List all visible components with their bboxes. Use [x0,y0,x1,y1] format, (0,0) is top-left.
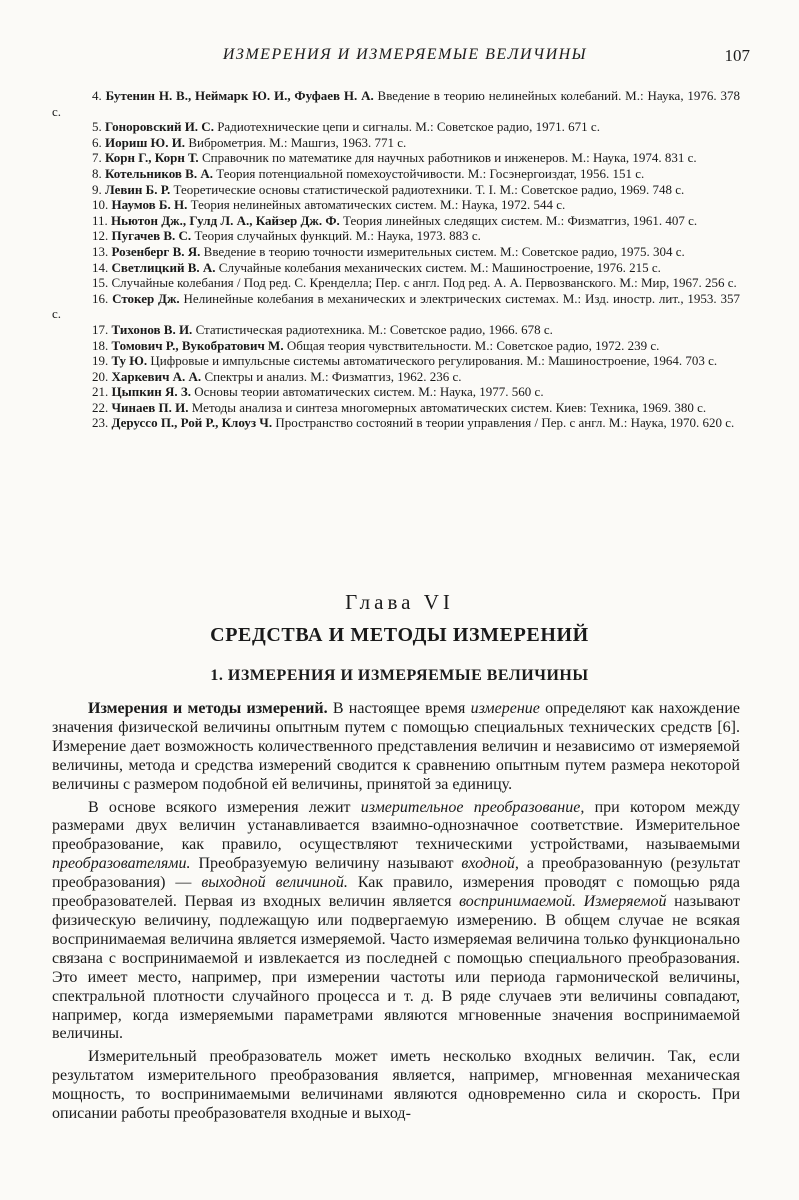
reference-number: 12. [92,228,109,244]
reference-author: Чинаев П. И. [111,399,189,415]
reference-text: Теория случайных функций. М.: Наука, 1973. 883 с. [194,228,481,244]
reference-text: Введение в теорию точности измерительных систем. М.: Советское радио, 1975. 304 с. [203,243,685,259]
paragraph-1 [52,700,740,795]
reference-number: 9. [92,181,102,197]
reference-item [52,400,740,416]
reference-number: 15. [92,275,109,291]
text-run: Измерительный преобразователь может иметь несколько входных величин. Так, если результатом измерительного преобразования является, например, мгновенная механическая мощность, то воспринимаемыми величинами являются одновременно сила и скорость. При описании работы преобразователя входные и выход- [52,1048,740,1123]
reference-text: Радиотехнические цепи и сигналы. М.: Советское радио, 1971. 671 с. [217,119,600,135]
reference-number: 22. [92,399,109,415]
reference-item [52,275,740,291]
text-run: В основе всякого измерения лежит [88,798,361,816]
reference-number: 13. [92,243,109,259]
reference-number: 23. [92,415,109,431]
reference-item [52,119,740,135]
reference-author: Левин Б. Р. [105,181,171,197]
chapter-title: СРЕДСТВА И МЕТОДЫ ИЗМЕРЕНИЙ [210,624,589,646]
reference-item [52,338,740,354]
reference-number: 6. [92,134,102,150]
text-run: определяют как нахождение значения физической величины опытным путем с помощью специальных технических средств [6]. Измерение дает возможность количественного представления величин и независимо от измеряемой величины, метода и средства измерений сводится к сравнению опытным путем размера некоторой величины с размером подобной ей величины, принятой за единицу. [52,700,741,793]
reference-text: Основы теории автоматических систем. М.: Наука, 1977. 560 с. [194,384,544,400]
reference-text: Виброметрия. М.: Машгиз, 1963. 771 с. [188,134,407,150]
chapter-label: Глава VI [345,590,454,614]
reference-text: Теория линейных следящих систем. М.: Физматгиз, 1961. 407 с. [343,212,698,228]
reference-text: Теоретические основы статистической радиотехники. Т. I. М.: Советское радио, 1969. 748 с. [173,181,685,197]
text-run: Преобразуемую величину называют [190,855,462,873]
emphasis: преобразователями. [52,855,191,873]
reference-text: Спектры и анализ. М.: Физматгиз, 1962. 236 с. [204,368,462,384]
reference-item [52,150,740,166]
reference-item [52,166,740,182]
reference-item [52,213,740,229]
emphasis: выходной величиной. [201,874,348,892]
reference-author: Розенберг В. Я. [111,243,201,259]
reference-text: Теория потенциальной помехоустойчивости. М.: Госэнергоиздат, 1956. 151 с. [216,165,645,181]
reference-number: 21. [92,384,109,400]
reference-author: Гоноровский И. С. [105,119,214,135]
reference-author: Тихонов В. И. [111,321,193,337]
reference-number: 5. [92,119,102,135]
reference-author: Томович Р., Вукобратович М. [111,337,284,353]
reference-text: Методы анализа и синтеза многомерных автоматических систем. Киев: Техника, 1969. 380 с. [191,399,707,415]
reference-author: Бутенин Н. В., Неймарк Ю. И., Фуфаев Н. А. [105,88,374,103]
text-run: В настоящее время [327,700,471,717]
paragraph-2 [52,799,740,1045]
emphasis: входной, [461,855,519,873]
reference-number: 4. [92,88,102,103]
text-run: Как правило, измерения проводят с помощью ряда преобразователей. Первая из входных величин является [52,874,740,911]
text-run: называют физическую величину, подлежащую или подвергаемую измерению. В общем случае не всякая воспринимаемая величина является измеряемой. Часто измеряемая величина только функционально связана с воспринимаемой и извлекается из последней с помощью специального преобразования. Это имеет место, например, при измерении частоты или периода гармонической величины, спектральной плотности случайного процесса и т. д. В ряде случаев эти величины совпадают, например, когда измеряемыми параметрами являются мгновенные значения воспринимаемой величины. [52,893,740,1043]
reference-text: Теория нелинейных автоматических систем. М.: Наука, 1972. 544 с. [190,197,566,213]
reference-author: Ту Ю. [111,353,148,369]
page-number: 107 [724,46,750,65]
reference-item [52,135,740,151]
reference-author: Стокер Дж. [112,290,180,306]
reference-number: 18. [92,337,109,353]
emphasis: воспринимаемой. Измеряемой [459,893,667,911]
reference-author: Харкевич А. А. [111,368,202,384]
reference-author: Пугачев В. С. [111,228,192,244]
reference-item [52,197,740,213]
reference-text: Цифровые и импульсные системы автоматического регулирования. М.: Машиностроение, 1964. 703 с. [150,353,718,369]
reference-author: Иориш Ю. И. [105,134,186,150]
reference-number: 7. [92,150,102,166]
reference-number: 17. [92,321,109,337]
reference-number: 14. [92,259,109,275]
reference-text: Случайные колебания механических систем. М.: Машиностроение, 1976. 215 с. [218,259,661,275]
reference-text: Справочник по математике для научных работников и инженеров. М.: Наука, 1974. 831 с. [201,150,697,166]
runin-heading: Измерения и методы измерений. [88,700,328,717]
reference-item [52,369,740,385]
text-run: при котором между размерами двух величин устанавливается взаимно-однозначное соответствие. Измерительное преобразование, как правило, осуществляют техническими устройствами, называемыми [52,798,740,854]
reference-item [52,415,740,431]
paragraph-3 [52,1048,740,1124]
running-title: ИЗМЕРЕНИЯ И ИЗМЕРЯЕМЫЕ ВЕЛИЧИНЫ [222,46,588,63]
reference-item [52,244,740,260]
text-run: а преобразованную (результат преобразования) — [52,855,741,892]
reference-text: Нелинейные колебания в механических и электрических системах. М.: Изд. иностр. лит., 1953. 357 с. [52,290,741,322]
reference-author: Наумов Б. Н. [111,197,188,213]
reference-author: Светлицкий В. А. [111,259,216,275]
reference-item [52,182,740,198]
reference-number: 20. [92,368,109,384]
reference-list [52,88,740,431]
reference-text: Случайные колебания / Под ред. С. Кренделла; Пер. с англ. Под ред. А. А. Первозванского. М.: Мир, 1967. 256 с. [111,275,737,291]
emphasis: измерительное преобразование, [360,798,585,816]
reference-author: Цыпкин Я. З. [111,384,191,400]
emphasis: измерение [470,700,540,717]
reference-author: Деруссо П., Рой Р., Клоуз Ч. [111,415,273,431]
reference-number: 10. [92,197,109,213]
reference-item [52,322,740,338]
reference-item [52,88,740,119]
reference-item [52,353,740,369]
reference-item [52,291,740,322]
body-text [52,700,740,1128]
reference-number: 11. [92,212,108,228]
section-title: 1. ИЗМЕРЕНИЯ И ИЗМЕРЯЕМЫЕ ВЕЛИЧИНЫ [210,667,589,684]
reference-author: Корн Г., Корн Т. [105,150,199,166]
reference-number: 19. [92,353,109,369]
reference-item [52,260,740,276]
reference-text: Пространство состояний в теории управления / Пер. с англ. М.: Наука, 1970. 620 с. [275,415,735,431]
reference-text: Статистическая радиотехника. М.: Советское радио, 1966. 678 с. [195,321,553,337]
reference-text: Общая теория чувствительности. М.: Советское радио, 1972. 239 с. [286,337,660,353]
reference-number: 8. [92,165,102,181]
reference-item [52,228,740,244]
reference-number: 16. [92,290,109,306]
reference-text: Введение в теорию нелинейных колебаний. М.: Наука, 1976. 378 с. [52,88,741,119]
reference-author: Ньютон Дж., Гулд Л. А., Кайзер Дж. Ф. [111,212,340,228]
reference-author: Котельников В. А. [105,165,213,181]
running-head [60,46,750,70]
reference-item [52,384,740,400]
